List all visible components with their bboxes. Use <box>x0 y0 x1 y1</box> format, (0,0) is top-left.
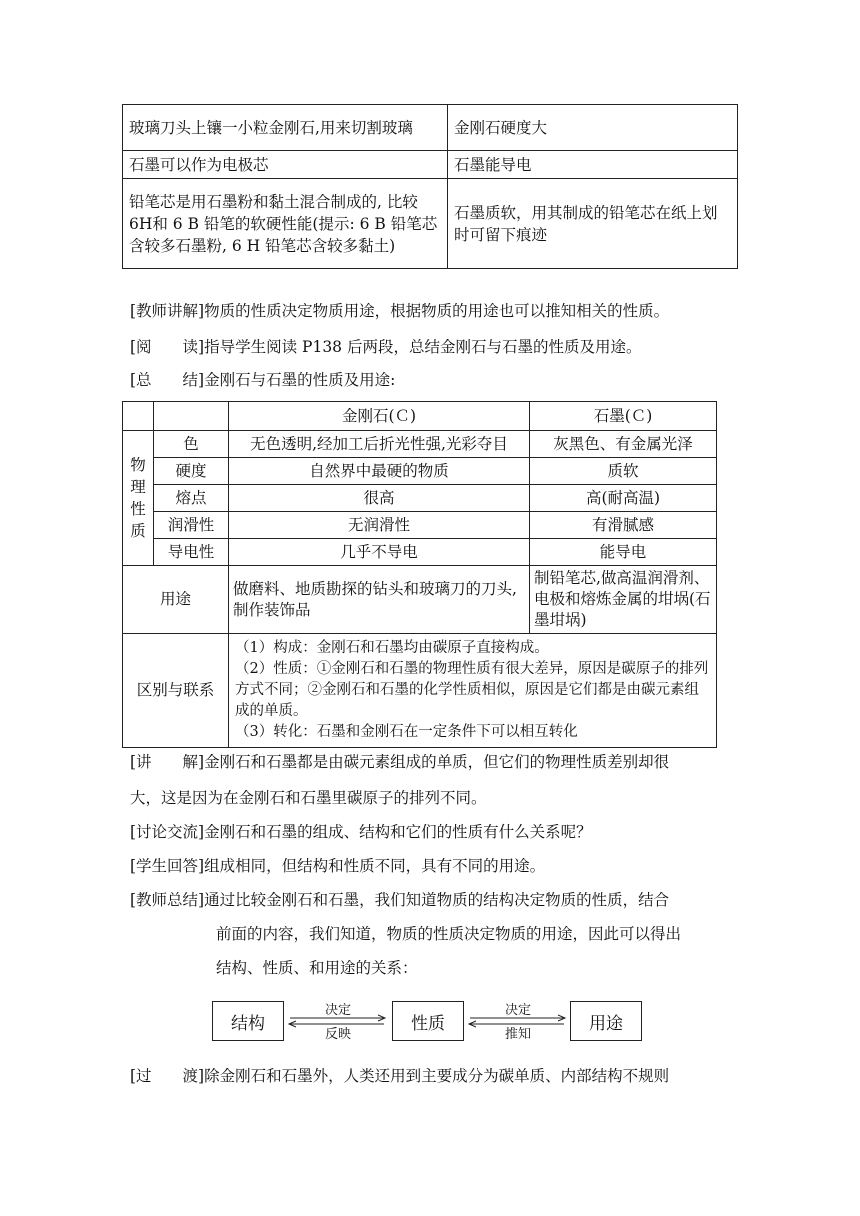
header-diamond: 金刚石(Ｃ) <box>229 402 530 431</box>
paragraph-teacher-summary-1: [教师总结]通过比较金刚石和石墨，我们知道物质的结构决定物质的性质，结合 <box>130 891 670 909</box>
arrow1-top-label: 决定 <box>324 1003 351 1018</box>
diamond-cell: 自然界中最硬的物质 <box>229 458 530 485</box>
paragraph-student-answer: [学生回答]组成相同，但结构和性质不同，具有不同的用途。 <box>130 857 546 875</box>
graphite-cell: 能导电 <box>530 539 717 566</box>
paragraph-teacher-explain: [教师讲解]物质的性质决定物质用途，根据物质的用途也可以推知相关的性质。 <box>130 302 670 320</box>
attr-cell: 导电性 <box>154 539 229 566</box>
diamond-cell: 很高 <box>229 485 530 512</box>
relation-label: 区别与联系 <box>123 634 229 748</box>
relation-line: （1）构成：金刚石和石墨均由碳原子直接构成。 <box>235 640 549 656</box>
paragraph-teacher-summary-2: 前面的内容，我们知道，物质的性质决定物质的用途，因此可以得出 <box>216 925 682 943</box>
table-cell-use: 石墨可以作为电极芯 <box>123 151 448 179</box>
paragraph-explain-2: 大，这是因为在金刚石和石墨里碳原子的排列不同。 <box>130 789 487 807</box>
paragraph-discussion: [讨论交流]金刚石和石墨的组成、结构和它们的性质有什么关系呢？ <box>130 823 592 841</box>
diamond-cell: 无色透明,经加工后折光性强,光彩夺目 <box>229 431 530 458</box>
diamond-cell: 几乎不导电 <box>229 539 530 566</box>
header-graphite: 石墨(Ｃ) <box>530 402 717 431</box>
box-uses: 用途 <box>570 1001 642 1041</box>
attr-cell: 熔点 <box>154 485 229 512</box>
physical-properties-label: 物理性质 <box>130 456 146 540</box>
attr-cell: 润滑性 <box>154 512 229 539</box>
graphite-cell: 高(耐高温) <box>530 485 717 512</box>
relation-content <box>229 634 717 748</box>
table-cell-use: 铅笔芯是用石墨粉和黏土混合制成的, 比较6H和 6 B 铅笔的软硬性能(提示: 6 B 铅笔芯含较多石墨粉, 6 H 铅笔芯含较多黏土) <box>123 179 448 269</box>
relation-line: （2）性质：①金刚石和石墨的物理性质有很大差异，原因是碳原子的排列方式不同；②金刚石和石墨的化学性质相似，原因是它们都是由碳元素组成的单质。 <box>235 661 709 719</box>
table-cell-property: 石墨能导电 <box>448 151 738 179</box>
graphite-cell: 灰黑色、有金属光泽 <box>530 431 717 458</box>
attr-cell: 色 <box>154 431 229 458</box>
comparison-table <box>122 401 717 748</box>
table-cell-property: 金刚石硬度大 <box>448 105 738 151</box>
paragraph-summary: [总 结]金刚石与石墨的性质及用途: <box>130 371 396 389</box>
uses-properties-table <box>122 104 738 269</box>
box-properties: 性质 <box>392 1001 464 1041</box>
arrow2-top-label: 决定 <box>504 1003 531 1018</box>
use-diamond: 做磨料、地质勘探的钻头和玻璃刀的刀头,制作装饰品 <box>229 566 530 634</box>
use-graphite: 制铅笔芯,做高温润滑剂、电极和熔炼金属的坩埚(石墨坩埚) <box>530 566 717 634</box>
paragraph-explain-1: [讲 解]金刚石和石墨都是由碳元素组成的单质，但它们的物理性质差别却很 <box>130 753 670 771</box>
diamond-cell: 无润滑性 <box>229 512 530 539</box>
double-arrow-icon <box>288 1014 388 1028</box>
relationship-diagram <box>212 1001 644 1043</box>
relation-line: （3）转化：石墨和金刚石在一定条件下可以相互转化 <box>235 724 578 740</box>
table-cell-use: 玻璃刀头上镶一小粒金刚石,用来切割玻璃 <box>123 105 448 151</box>
paragraph-reading: [阅 读]指导学生阅读 P138 后两段，总结金刚石与石墨的性质及用途。 <box>130 338 642 356</box>
paragraph-teacher-summary-3: 结构、性质、和用途的关系： <box>216 959 418 977</box>
use-label: 用途 <box>123 566 229 634</box>
attr-cell: 硬度 <box>154 458 229 485</box>
arrow2-bottom-label: 推知 <box>504 1027 531 1042</box>
graphite-cell: 有滑腻感 <box>530 512 717 539</box>
paragraph-transition: [过 渡]除金刚石和石墨外，人类还用到主要成分为碳单质、内部结构不规则 <box>130 1067 670 1085</box>
box-structure: 结构 <box>212 1001 284 1041</box>
table-cell-property: 石墨质软，用其制成的铅笔芯在纸上划时可留下痕迹 <box>448 179 738 269</box>
arrow1-bottom-label: 反映 <box>324 1027 351 1042</box>
double-arrow-icon <box>468 1014 568 1028</box>
graphite-cell: 质软 <box>530 458 717 485</box>
